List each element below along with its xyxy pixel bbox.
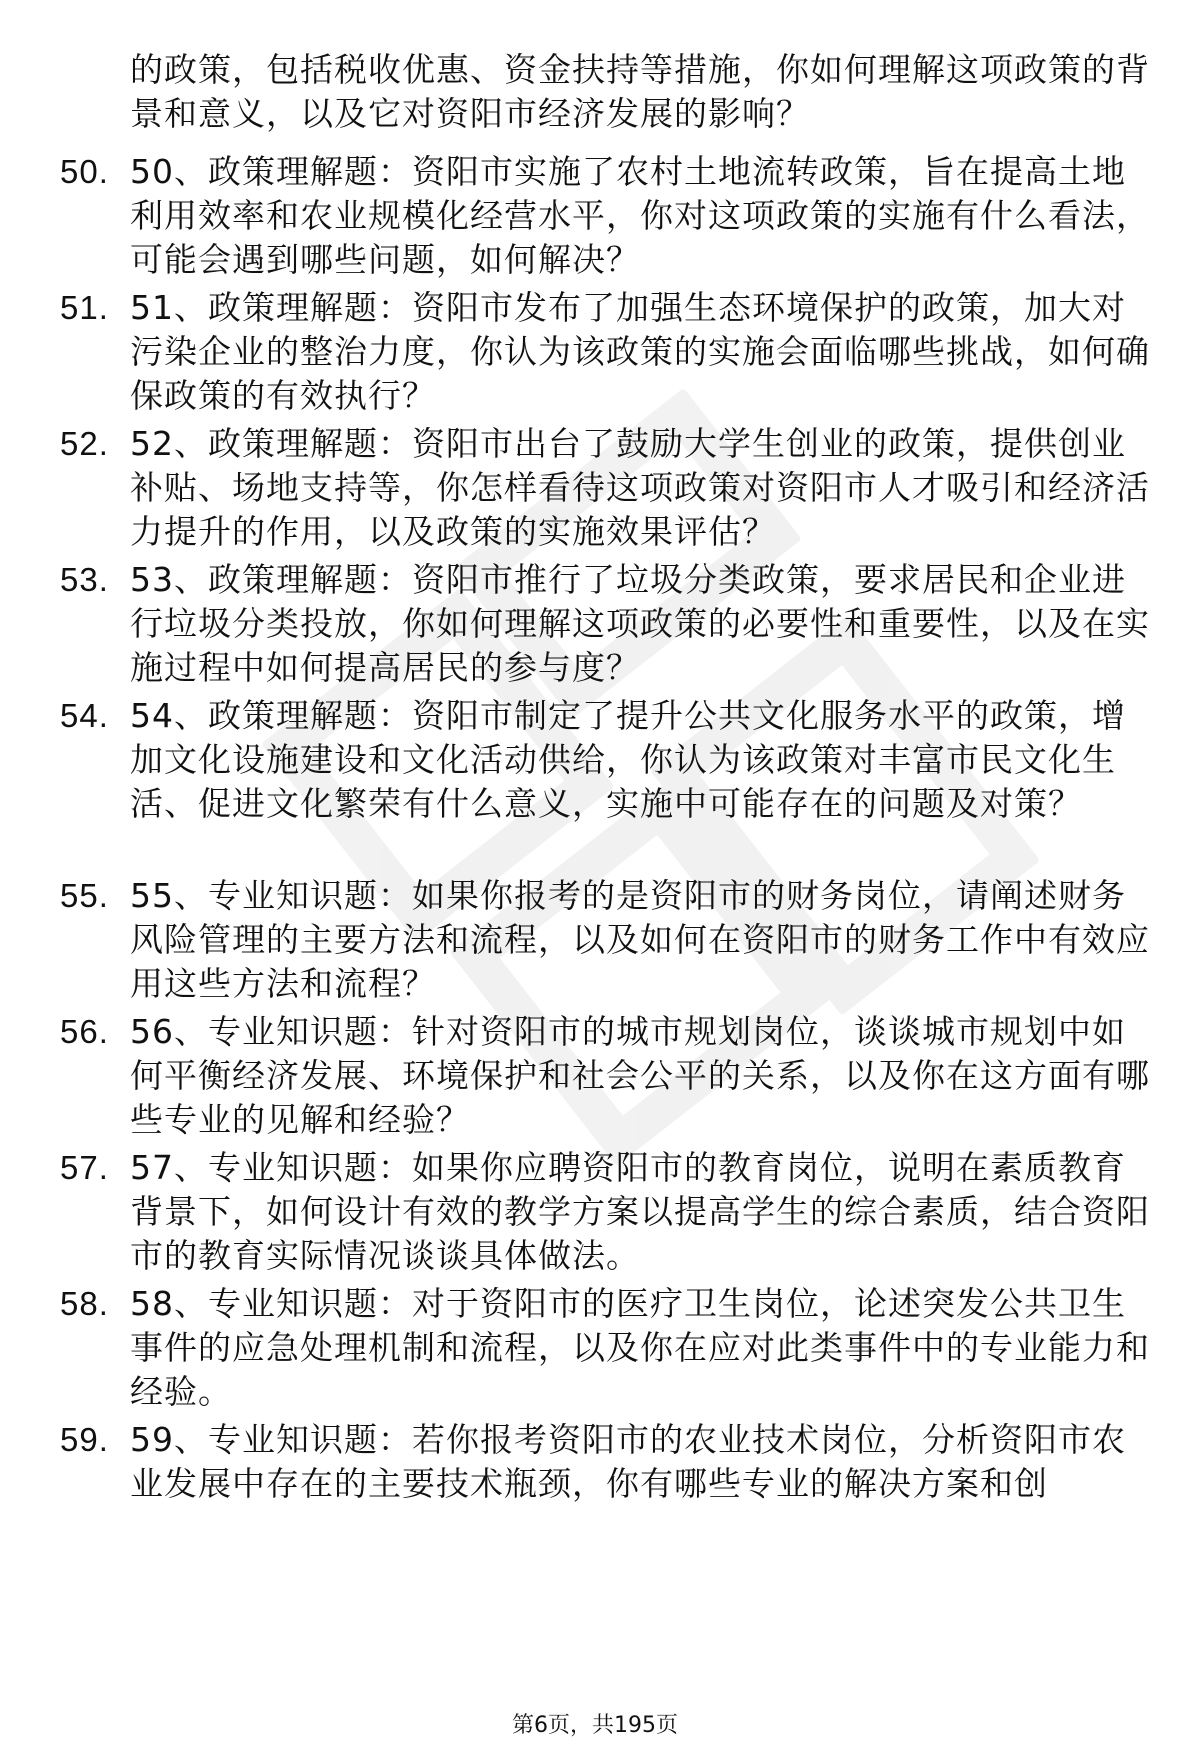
question-text: 51、政策理解题：资阳市发布了加强生态环境保护的政策，加大对污染企业的整治力度，你认为该政策的实施会面临哪些挑战，如何确保政策的有效执行？ [130,288,1150,415]
question-text: 59、专业知识题：若你报考资阳市的农业技术岗位，分析资阳市农业发展中存在的主要技术瓶颈，你有哪些专业的解决方案和创 [130,1420,1126,1503]
question-text: 56、专业知识题：针对资阳市的城市规划岗位，谈谈城市规划中如何平衡经济发展、环境保护和社会公平的关系，以及你在这方面有哪些专业的见解和经验？ [130,1012,1150,1139]
question-number: 54. [60,697,109,734]
page-footer: 第6页，共195页 [512,1713,678,1738]
question-item-58 [60,1282,1150,1414]
question-number: 50. [60,153,109,190]
question-item-53 [60,558,1150,690]
question-text: 50、政策理解题：资阳市实施了农村土地流转政策，旨在提高土地利用效率和农业规模化经营水平，你对这项政策的实施有什么看法，可能会遇到哪些问题，如何解决？ [130,152,1150,279]
question-item-51 [60,286,1150,418]
question-item-57 [60,1146,1150,1278]
question-item-50 [60,150,1150,282]
question-number: 56. [60,1013,109,1050]
question-text: 53、政策理解题：资阳市推行了垃圾分类政策，要求居民和企业进行垃圾分类投放，你如何理解这项政策的必要性和重要性，以及在实施过程中如何提高居民的参与度？ [130,560,1150,687]
question-item-52 [60,422,1150,554]
question-text: 57、专业知识题：如果你应聘资阳市的教育岗位，说明在素质教育背景下，如何设计有效的教学方案以提高学生的综合素质，结合资阳市的教育实际情况谈谈具体做法。 [130,1148,1150,1275]
question-number: 51. [60,289,109,326]
question-item-56 [60,1010,1150,1142]
question-item-55 [60,874,1150,1006]
question-item-54 [60,694,1150,826]
question-number: 52. [60,425,109,462]
question-item-59 [60,1418,1150,1506]
question-number: 57. [60,1149,109,1186]
question-text: 58、专业知识题：对于资阳市的医疗卫生岗位，论述突发公共卫生事件的应急处理机制和流程，以及你在应对此类事件中的专业能力和经验。 [130,1284,1150,1411]
question-number: 55. [60,877,109,914]
question-text: 54、政策理解题：资阳市制定了提升公共文化服务水平的政策，增加文化设施建设和文化活动供给，你认为该政策对丰富市民文化生活、促进文化繁荣有什么意义，实施中可能存在的问题及对策？ [130,696,1126,823]
question-number: 58. [60,1285,109,1322]
question-number: 53. [60,561,109,598]
question-text: 55、专业知识题：如果你报考的是资阳市的财务岗位，请阐述财务风险管理的主要方法和流程，以及如何在资阳市的财务工作中有效应用这些方法和流程？ [130,876,1150,1003]
continued-question-text: 的政策，包括税收优惠、资金扶持等措施，你如何理解这项政策的背景和意义，以及它对资阳市经济发展的影响？ [130,50,1150,133]
question-text: 52、政策理解题：资阳市出台了鼓励大学生创业的政策，提供创业补贴、场地支持等，你怎样看待这项政策对资阳市人才吸引和经济活力提升的作用，以及政策的实施效果评估？ [130,424,1150,551]
question-number: 59. [60,1421,109,1458]
